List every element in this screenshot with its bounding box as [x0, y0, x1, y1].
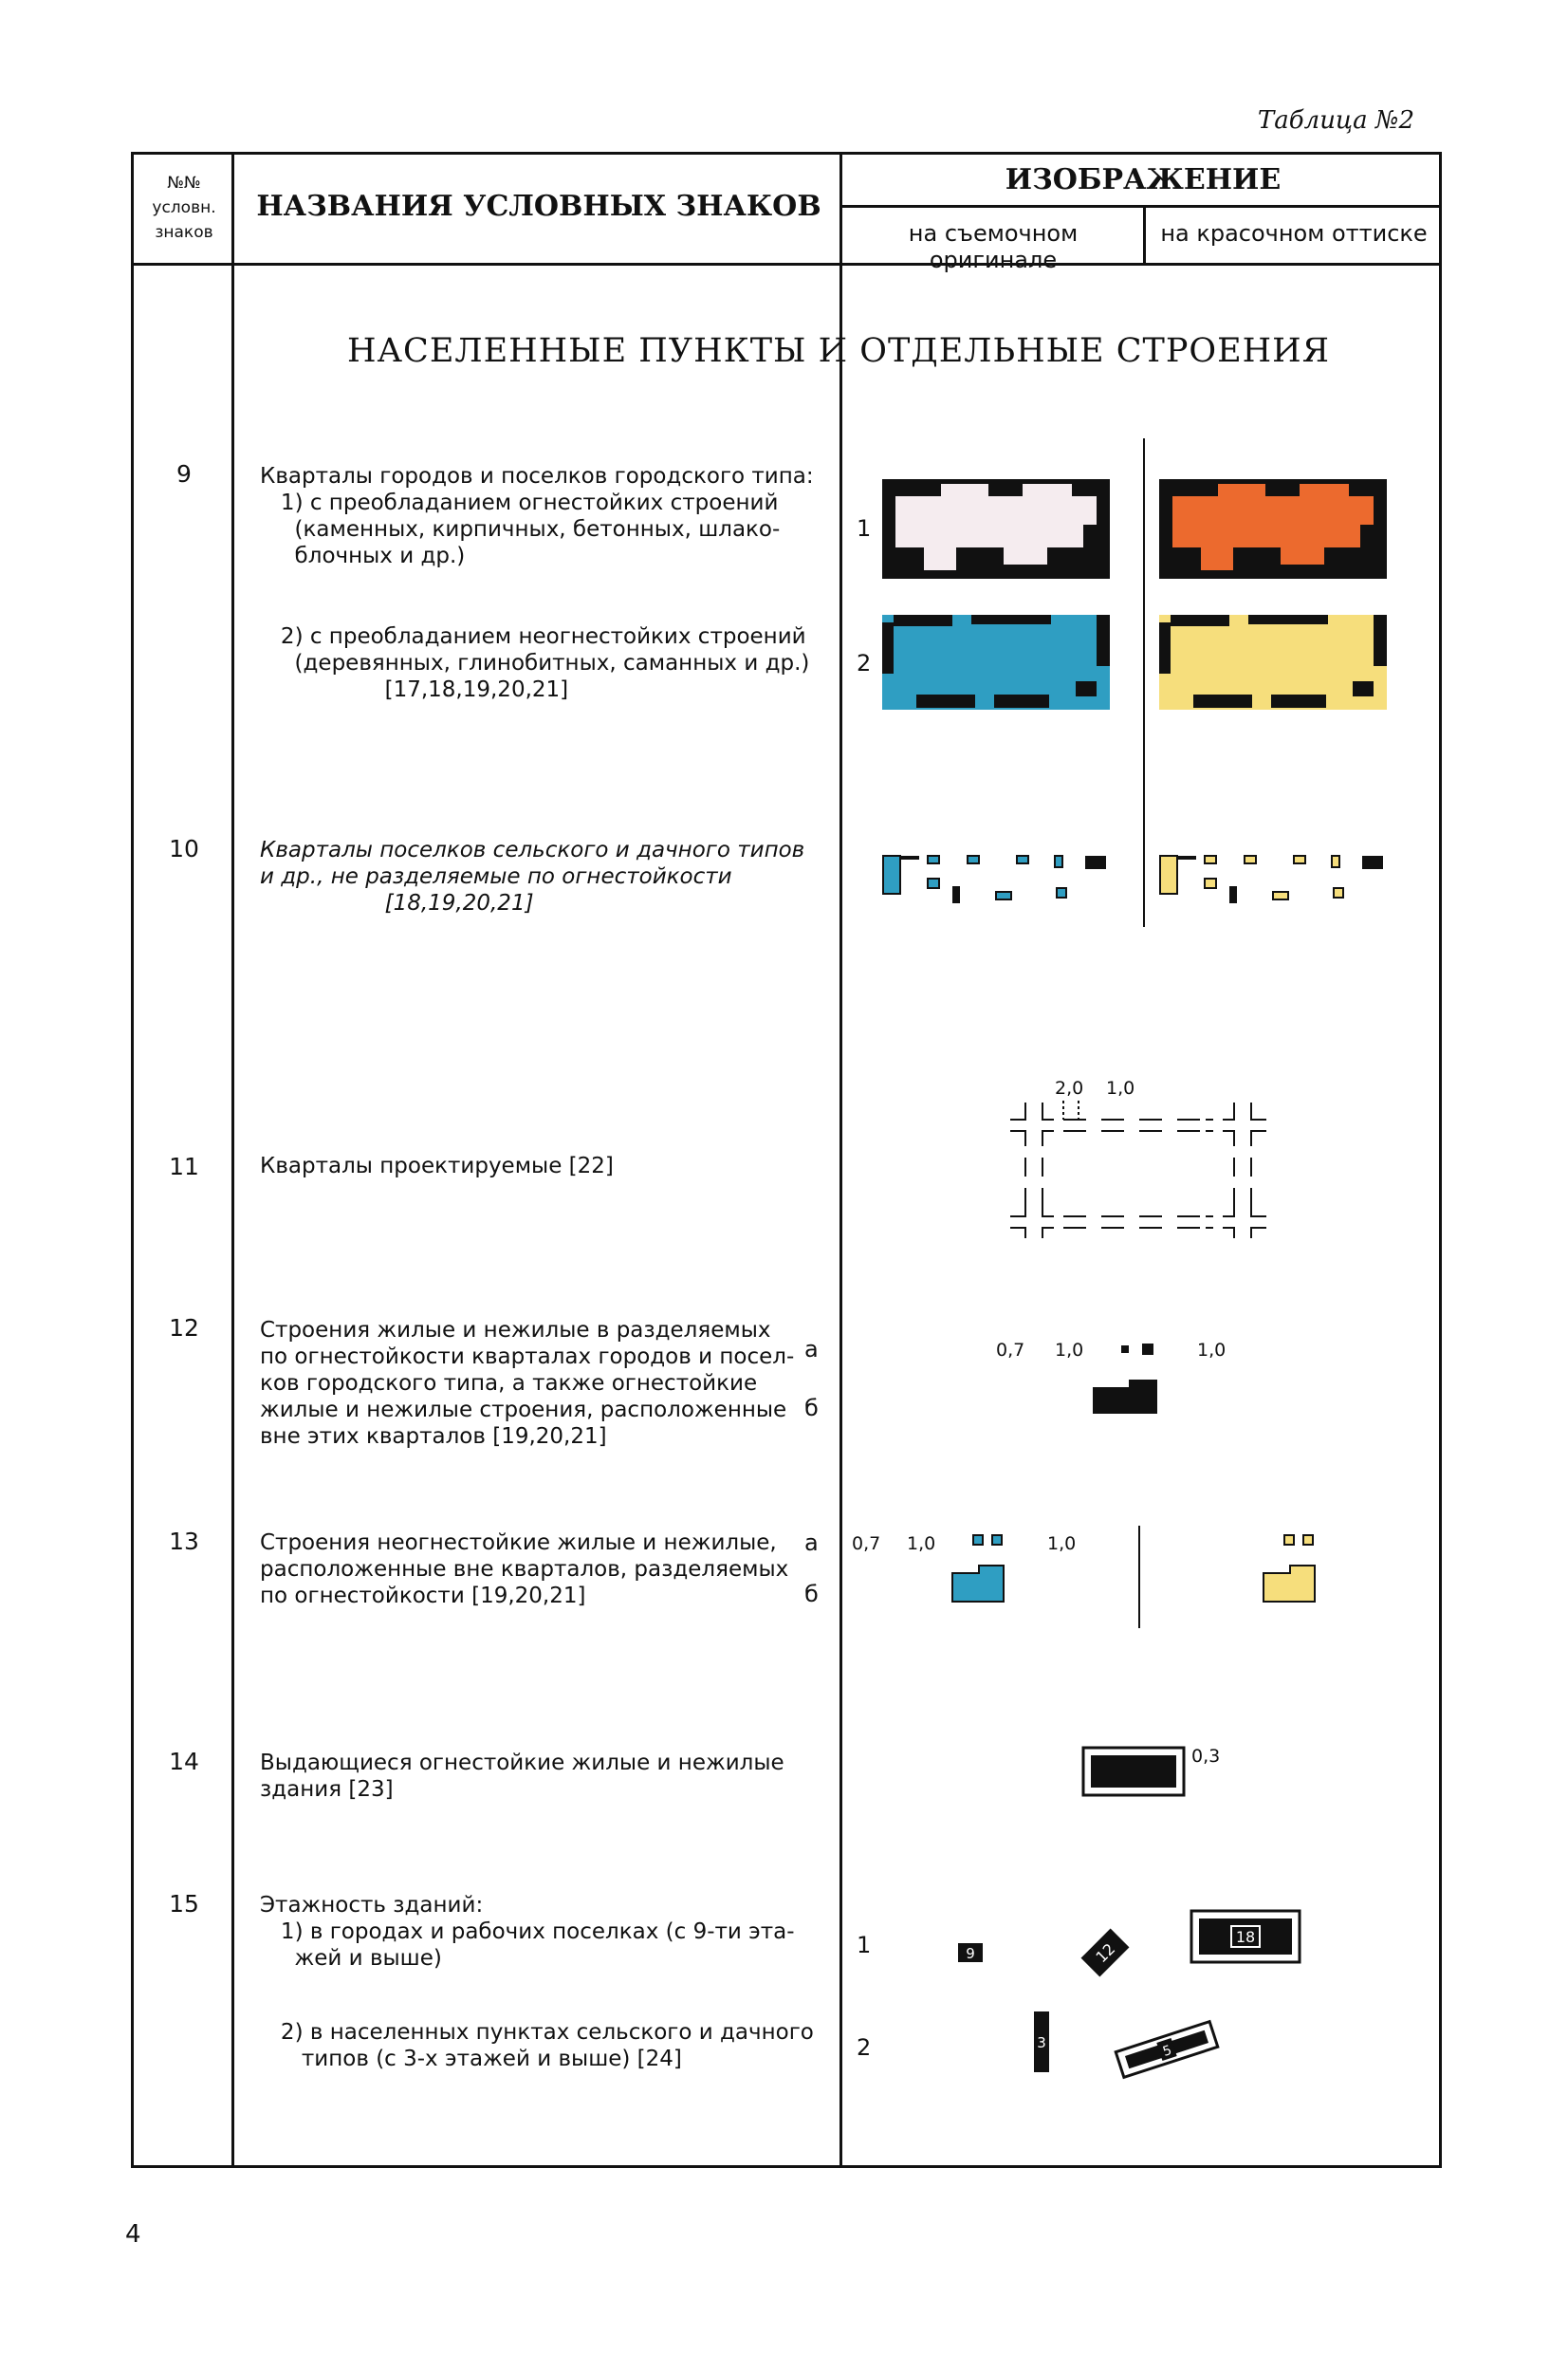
row-12-symbol: [1091, 1338, 1167, 1414]
row-15-number: 15: [169, 1890, 199, 1918]
row-12-dim-1: 0,7: [996, 1340, 1025, 1361]
row-14-description: Выдающиеся огнестойкие жилые и нежилые здания [23]: [260, 1751, 784, 1802]
row-12-label-b: б: [804, 1395, 819, 1421]
row-13-symbol-print: [1262, 1529, 1328, 1605]
header-image-label: ИЗОБРАЖЕНИЕ: [1005, 163, 1282, 196]
row-10-symbol-original: [882, 854, 1110, 911]
row-13-dim-3: 1,0: [1047, 1533, 1077, 1554]
row-15-symbols: [949, 1907, 1328, 2097]
row-12-number: 12: [169, 1314, 199, 1342]
row-15-description-2: 2) в населенных пунктах сельского и дачного типов (с 3-х этажей и выше) [24]: [280, 2020, 814, 2071]
row-15-floors-12: 12: [1092, 1939, 1119, 1967]
row-15-label-1: 1: [857, 1932, 872, 1958]
row-13-dim-1: 0,7: [852, 1533, 881, 1554]
row-10-description: Кварталы поселков сельского и дачного типов и др., не разделяемые по огнестойкости [18,19,20,21]: [260, 838, 805, 916]
row-14-dim: 0,3: [1191, 1746, 1221, 1767]
row-9-symbol-print-nonfireproof: [1159, 615, 1387, 710]
header-sub-original: на съемочном оригинале: [908, 220, 1079, 273]
row-12-label-a: а: [804, 1336, 819, 1362]
row-13-number: 13: [169, 1528, 199, 1555]
row-12-dim-3: 1,0: [1197, 1340, 1227, 1361]
header-split-line: [839, 205, 1442, 208]
row-9-label-1: 1: [857, 515, 872, 542]
row-11-dim-1: 2,0: [1055, 1078, 1084, 1099]
row-11-dim-2: 1,0: [1106, 1078, 1135, 1099]
image-subcolumn-line-2: [1138, 1526, 1140, 1628]
row-14-symbol: [1081, 1746, 1188, 1799]
row-9-description-1: Кварталы городов и поселков городского типа: 1) с преобладанием огнестойких строений (каменных, кирпичных, бетонных, шлако- блочных и др.): [260, 464, 814, 568]
row-15-floors-9: 9: [966, 1945, 975, 1962]
header-bottom-line: [131, 263, 1442, 266]
row-9-number: 9: [176, 460, 192, 488]
row-15-floors-3: 3: [1037, 2034, 1046, 2051]
row-15-label-2: 2: [857, 2034, 872, 2061]
row-9-symbol-original-nonfireproof: [882, 615, 1110, 710]
row-9-description-2: 2) с преобладанием неогнестойких строений (деревянных, глинобитных, саманных и др.) [17,18,19,20,21]: [280, 624, 810, 702]
row-13-description: Строения неогнестойкие жилые и нежилые, расположенные вне кварталов, разделяемых по огнестойкости [19,20,21]: [260, 1530, 789, 1608]
row-11-symbol-projected: [1010, 1101, 1266, 1238]
row-9-label-2: 2: [857, 650, 872, 677]
section-title: НАСЕЛЕННЫЕ ПУНКТЫ И ОТДЕЛЬНЫЕ СТРОЕНИЯ: [347, 332, 1330, 370]
row-15-floors-18: 18: [1235, 1928, 1256, 1946]
table-caption: Таблица №2: [1257, 106, 1414, 135]
row-14-number: 14: [169, 1748, 199, 1775]
row-13-label-a: а: [804, 1529, 819, 1556]
row-13-dim-2: 1,0: [907, 1533, 936, 1554]
row-12-dim-2: 1,0: [1055, 1340, 1084, 1361]
row-11-number: 11: [169, 1153, 199, 1180]
header-names-label: НАЗВАНИЯ УСЛОВНЫХ ЗНАКОВ: [256, 190, 821, 223]
image-subcolumn-line: [1143, 438, 1145, 927]
row-12-description: Строения жилые и нежилые в разделяемых по огнестойкости кварталах городов и посел- ков городского типа, а также огнестойкие жилые и нежилые строения, расположенные вне этих кварталов [19,20,21]: [260, 1318, 795, 1449]
column-divider-names: [839, 152, 842, 2168]
page-number: 4: [125, 2220, 141, 2249]
row-15-floors-5: 5: [1160, 2042, 1174, 2060]
header-sub-print: на красочном оттиске: [1160, 220, 1428, 247]
row-10-symbol-print: [1159, 854, 1387, 911]
header-num-label: №№ условн. знаков: [152, 174, 216, 242]
row-15-description-1: Этажность зданий: 1) в городах и рабочих поселках (с 9-ти эта- жей и выше): [260, 1893, 795, 1971]
row-9-symbol-print-fireproof: [1159, 479, 1387, 579]
row-11-description: Кварталы проектируемые [22]: [260, 1154, 614, 1178]
row-10-number: 10: [169, 835, 199, 862]
row-9-symbol-original-fireproof: [882, 479, 1110, 579]
row-13-symbol-original: [950, 1529, 1017, 1605]
row-13-label-b: б: [804, 1581, 819, 1607]
